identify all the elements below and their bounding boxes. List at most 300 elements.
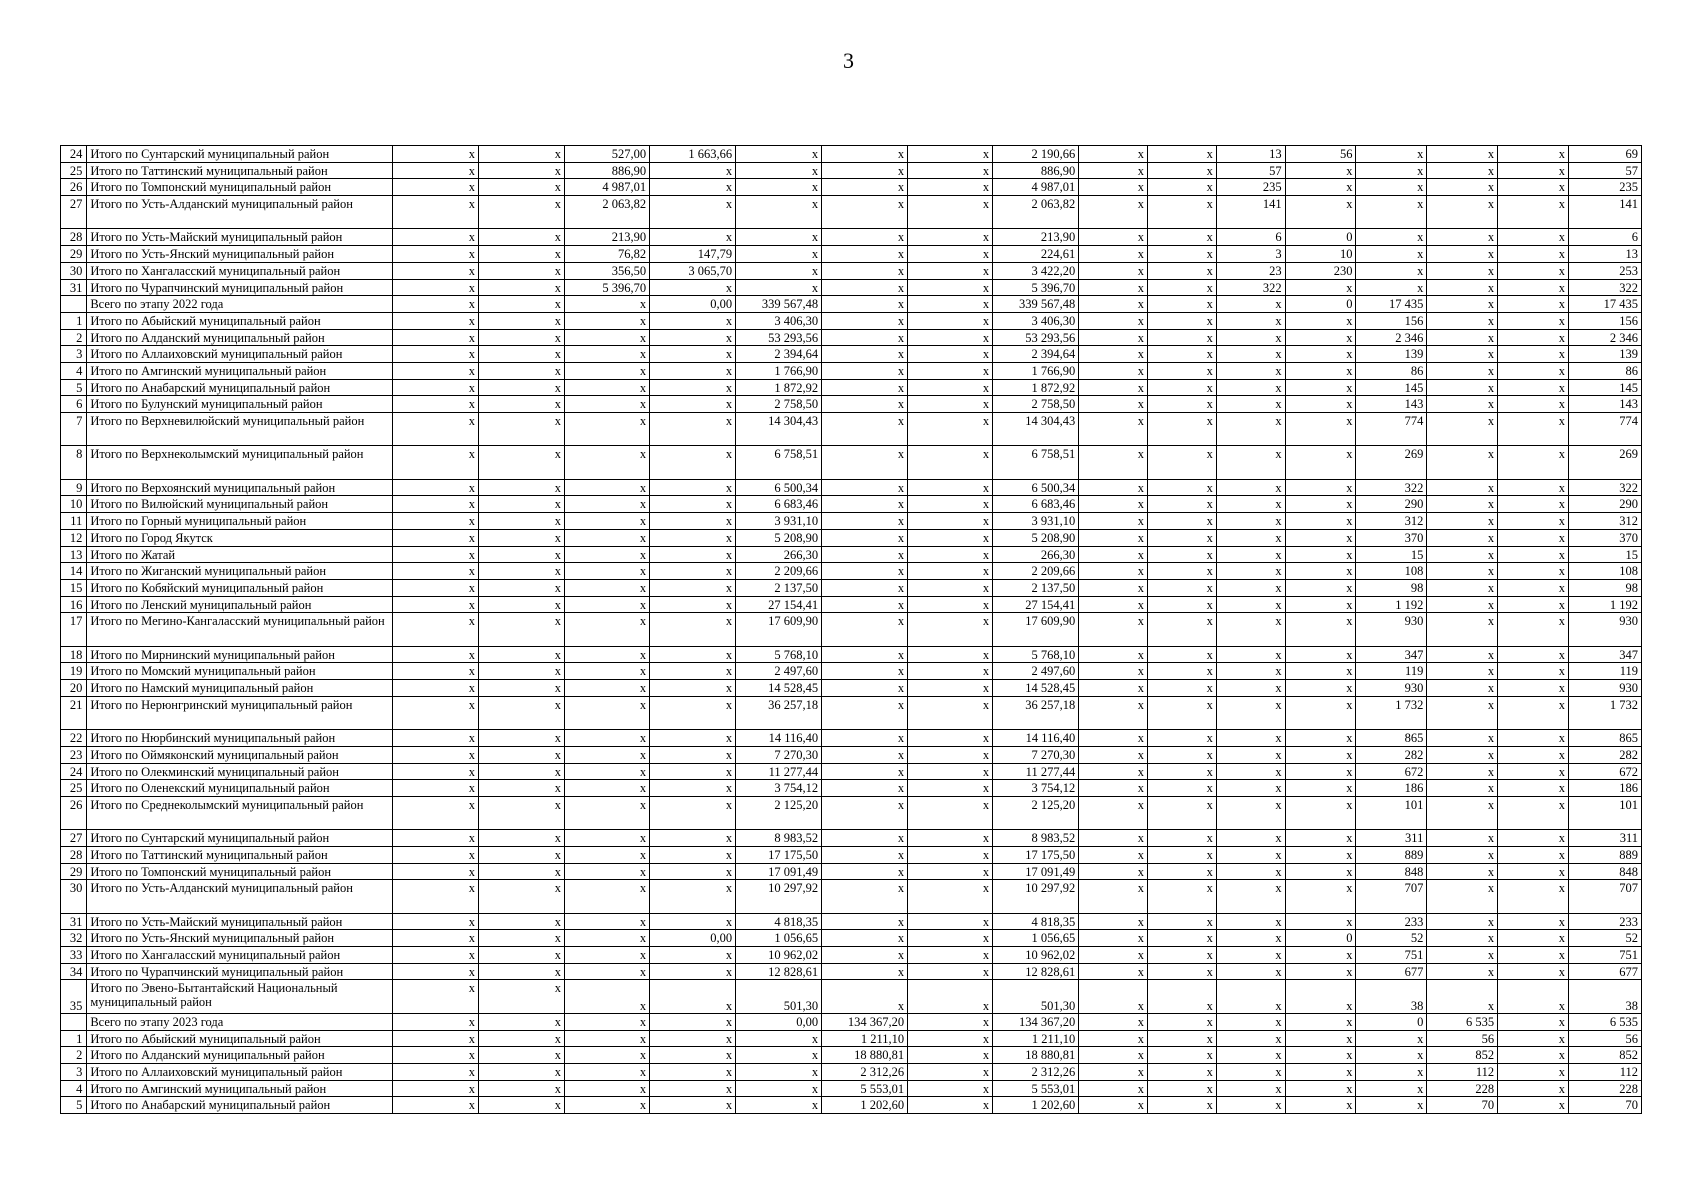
- cell-col-9: x: [1079, 1097, 1148, 1114]
- cell-col-6: x: [822, 596, 908, 613]
- cell-col-4: x: [650, 229, 736, 246]
- row-name: Итого по Анабарский муниципальный район: [87, 379, 393, 396]
- cell-col-12: x: [1285, 780, 1356, 797]
- table-row: [61, 913, 1642, 930]
- cell-col-1: x: [392, 262, 478, 279]
- cell-col-16: 672: [1569, 763, 1642, 780]
- cell-col-2: x: [479, 613, 565, 646]
- cell-col-11: x: [1216, 563, 1285, 580]
- cell-col-12: x: [1285, 529, 1356, 546]
- cell-col-1: x: [392, 596, 478, 613]
- cell-col-4: x: [650, 796, 736, 829]
- cell-col-12: 10: [1285, 246, 1356, 263]
- cell-col-11: x: [1216, 346, 1285, 363]
- cell-col-12: x: [1285, 880, 1356, 913]
- cell-col-14: x: [1427, 596, 1498, 613]
- cell-col-7: x: [908, 646, 993, 663]
- cell-col-8: 12 828,61: [993, 963, 1079, 980]
- cell-col-12: x: [1285, 446, 1356, 479]
- table-row: [61, 346, 1642, 363]
- row-number: 27: [61, 830, 87, 847]
- cell-col-11: x: [1216, 446, 1285, 479]
- cell-col-1: x: [392, 1047, 478, 1064]
- cell-col-5: 339 567,48: [736, 296, 822, 313]
- cell-col-15: x: [1498, 196, 1569, 229]
- cell-col-4: x: [650, 1080, 736, 1097]
- row-name: Итого по Жатай: [87, 546, 393, 563]
- row-number: 31: [61, 279, 87, 296]
- cell-col-16: 86: [1569, 362, 1642, 379]
- cell-col-1: x: [392, 863, 478, 880]
- cell-col-1: x: [392, 1030, 478, 1047]
- cell-col-5: x: [736, 196, 822, 229]
- cell-col-10: x: [1148, 696, 1217, 729]
- cell-col-10: x: [1148, 730, 1217, 747]
- cell-col-11: x: [1216, 529, 1285, 546]
- cell-col-7: x: [908, 329, 993, 346]
- cell-col-5: x: [736, 229, 822, 246]
- cell-col-15: x: [1498, 379, 1569, 396]
- cell-col-11: x: [1216, 646, 1285, 663]
- cell-col-4: x: [650, 1013, 736, 1030]
- cell-col-11: x: [1216, 379, 1285, 396]
- cell-col-1: x: [392, 312, 478, 329]
- cell-col-7: x: [908, 563, 993, 580]
- cell-col-3: x: [565, 513, 650, 530]
- cell-col-3: x: [565, 596, 650, 613]
- cell-col-5: 0,00: [736, 1013, 822, 1030]
- row-name: Итого по Усть-Янский муниципальный район: [87, 930, 393, 947]
- cell-col-4: x: [650, 513, 736, 530]
- cell-col-13: 2 346: [1356, 329, 1427, 346]
- cell-col-16: 774: [1569, 413, 1642, 446]
- cell-col-3: x: [565, 680, 650, 697]
- cell-col-8: 213,90: [993, 229, 1079, 246]
- table-row: [61, 396, 1642, 413]
- cell-col-8: 4 818,35: [993, 913, 1079, 930]
- cell-col-7: x: [908, 930, 993, 947]
- cell-col-15: x: [1498, 780, 1569, 797]
- cell-col-4: x: [650, 863, 736, 880]
- table-row: [61, 796, 1642, 829]
- cell-col-16: 848: [1569, 863, 1642, 880]
- cell-col-11: x: [1216, 613, 1285, 646]
- cell-col-7: x: [908, 346, 993, 363]
- cell-col-6: x: [822, 880, 908, 913]
- cell-col-3: x: [565, 296, 650, 313]
- cell-col-13: x: [1356, 229, 1427, 246]
- cell-col-16: 57: [1569, 162, 1642, 179]
- cell-col-5: 2 497,60: [736, 663, 822, 680]
- cell-col-4: x: [650, 830, 736, 847]
- cell-col-6: x: [822, 696, 908, 729]
- cell-col-16: 322: [1569, 479, 1642, 496]
- cell-col-15: x: [1498, 312, 1569, 329]
- cell-col-6: x: [822, 579, 908, 596]
- cell-col-13: 347: [1356, 646, 1427, 663]
- cell-col-13: 156: [1356, 312, 1427, 329]
- cell-col-3: x: [565, 930, 650, 947]
- table-row: [61, 963, 1642, 980]
- cell-col-1: x: [392, 980, 478, 1013]
- cell-col-12: 230: [1285, 262, 1356, 279]
- row-number: 24: [61, 763, 87, 780]
- cell-col-13: 290: [1356, 496, 1427, 513]
- cell-col-12: x: [1285, 579, 1356, 596]
- row-number: 27: [61, 196, 87, 229]
- cell-col-10: x: [1148, 1080, 1217, 1097]
- cell-col-10: x: [1148, 396, 1217, 413]
- table-row: [61, 1080, 1642, 1097]
- cell-col-11: 57: [1216, 162, 1285, 179]
- cell-col-10: x: [1148, 262, 1217, 279]
- cell-col-9: x: [1079, 980, 1148, 1013]
- cell-col-13: x: [1356, 246, 1427, 263]
- cell-col-14: 70: [1427, 1097, 1498, 1114]
- cell-col-1: x: [392, 930, 478, 947]
- cell-col-15: x: [1498, 262, 1569, 279]
- cell-col-9: x: [1079, 362, 1148, 379]
- cell-col-8: 17 609,90: [993, 613, 1079, 646]
- cell-col-11: x: [1216, 413, 1285, 446]
- cell-col-10: x: [1148, 846, 1217, 863]
- cell-col-12: x: [1285, 513, 1356, 530]
- table-row: [61, 579, 1642, 596]
- cell-col-11: x: [1216, 880, 1285, 913]
- cell-col-10: x: [1148, 1063, 1217, 1080]
- row-name: Итого по Алданский муниципальный район: [87, 329, 393, 346]
- cell-col-13: 108: [1356, 563, 1427, 580]
- cell-col-9: x: [1079, 546, 1148, 563]
- cell-col-11: x: [1216, 362, 1285, 379]
- cell-col-15: x: [1498, 179, 1569, 196]
- cell-col-7: x: [908, 146, 993, 163]
- cell-col-14: x: [1427, 796, 1498, 829]
- cell-col-16: 145: [1569, 379, 1642, 396]
- cell-col-16: 852: [1569, 1047, 1642, 1064]
- cell-col-7: x: [908, 1013, 993, 1030]
- cell-col-10: x: [1148, 229, 1217, 246]
- cell-col-1: x: [392, 1080, 478, 1097]
- table-row: [61, 262, 1642, 279]
- cell-col-7: x: [908, 1080, 993, 1097]
- cell-col-13: 282: [1356, 746, 1427, 763]
- cell-col-8: 266,30: [993, 546, 1079, 563]
- row-name: Итого по Томпонский муниципальный район: [87, 863, 393, 880]
- cell-col-1: x: [392, 1013, 478, 1030]
- cell-col-4: x: [650, 496, 736, 513]
- cell-col-1: x: [392, 413, 478, 446]
- cell-col-6: 134 367,20: [822, 1013, 908, 1030]
- cell-col-11: x: [1216, 1013, 1285, 1030]
- cell-col-2: x: [479, 696, 565, 729]
- cell-col-6: x: [822, 663, 908, 680]
- cell-col-15: x: [1498, 663, 1569, 680]
- cell-col-16: 282: [1569, 746, 1642, 763]
- cell-col-9: x: [1079, 162, 1148, 179]
- cell-col-12: x: [1285, 613, 1356, 646]
- cell-col-2: x: [479, 746, 565, 763]
- cell-col-8: 1 872,92: [993, 379, 1079, 396]
- cell-col-13: 15: [1356, 546, 1427, 563]
- cell-col-7: x: [908, 229, 993, 246]
- cell-col-5: 2 137,50: [736, 579, 822, 596]
- cell-col-11: x: [1216, 830, 1285, 847]
- cell-col-10: x: [1148, 446, 1217, 479]
- cell-col-10: x: [1148, 763, 1217, 780]
- table-row: [61, 279, 1642, 296]
- cell-col-15: x: [1498, 1063, 1569, 1080]
- cell-col-1: x: [392, 396, 478, 413]
- cell-col-9: x: [1079, 1030, 1148, 1047]
- cell-col-16: 101: [1569, 796, 1642, 829]
- cell-col-6: x: [822, 680, 908, 697]
- cell-col-15: x: [1498, 763, 1569, 780]
- row-number: 5: [61, 1097, 87, 1114]
- cell-col-11: x: [1216, 930, 1285, 947]
- cell-col-11: x: [1216, 596, 1285, 613]
- cell-col-16: 347: [1569, 646, 1642, 663]
- table-row: [61, 730, 1642, 747]
- cell-col-7: x: [908, 162, 993, 179]
- cell-col-10: x: [1148, 1013, 1217, 1030]
- cell-col-15: x: [1498, 146, 1569, 163]
- cell-col-13: 312: [1356, 513, 1427, 530]
- cell-col-1: x: [392, 680, 478, 697]
- cell-col-3: x: [565, 780, 650, 797]
- cell-col-14: x: [1427, 179, 1498, 196]
- cell-col-6: x: [822, 830, 908, 847]
- cell-col-1: x: [392, 1063, 478, 1080]
- cell-col-8: 6 758,51: [993, 446, 1079, 479]
- cell-col-2: x: [479, 413, 565, 446]
- cell-col-16: 141: [1569, 196, 1642, 229]
- cell-col-1: x: [392, 563, 478, 580]
- cell-col-6: x: [822, 396, 908, 413]
- cell-col-16: 269: [1569, 446, 1642, 479]
- cell-col-10: x: [1148, 980, 1217, 1013]
- cell-col-16: 52: [1569, 930, 1642, 947]
- cell-col-5: 14 304,43: [736, 413, 822, 446]
- cell-col-11: x: [1216, 663, 1285, 680]
- cell-col-11: x: [1216, 863, 1285, 880]
- row-name: Итого по Усть-Майский муниципальный район: [87, 913, 393, 930]
- cell-col-1: x: [392, 730, 478, 747]
- cell-col-5: 17 175,50: [736, 846, 822, 863]
- row-name: Итого по Таттинский муниципальный район: [87, 846, 393, 863]
- row-number: 30: [61, 262, 87, 279]
- cell-col-13: 930: [1356, 613, 1427, 646]
- row-number: 14: [61, 563, 87, 580]
- cell-col-14: x: [1427, 913, 1498, 930]
- cell-col-16: 143: [1569, 396, 1642, 413]
- cell-col-2: x: [479, 379, 565, 396]
- cell-col-5: x: [736, 146, 822, 163]
- cell-col-8: 6 500,34: [993, 479, 1079, 496]
- row-name: Итого по Верхоянский муниципальный район: [87, 479, 393, 496]
- cell-col-14: x: [1427, 680, 1498, 697]
- row-name: Итого по Кобяйский муниципальный район: [87, 579, 393, 596]
- cell-col-15: x: [1498, 930, 1569, 947]
- cell-col-10: x: [1148, 379, 1217, 396]
- cell-col-12: x: [1285, 563, 1356, 580]
- cell-col-3: x: [565, 830, 650, 847]
- cell-col-6: x: [822, 930, 908, 947]
- cell-col-4: x: [650, 880, 736, 913]
- cell-col-13: 774: [1356, 413, 1427, 446]
- cell-col-5: 6 683,46: [736, 496, 822, 513]
- row-number: 25: [61, 780, 87, 797]
- cell-col-14: x: [1427, 880, 1498, 913]
- cell-col-8: 8 983,52: [993, 830, 1079, 847]
- cell-col-16: 930: [1569, 680, 1642, 697]
- cell-col-15: x: [1498, 746, 1569, 763]
- row-name: Итого по Мирнинский муниципальный район: [87, 646, 393, 663]
- cell-col-12: x: [1285, 479, 1356, 496]
- cell-col-14: x: [1427, 479, 1498, 496]
- table-row: [61, 846, 1642, 863]
- cell-col-2: x: [479, 1030, 565, 1047]
- cell-col-13: 672: [1356, 763, 1427, 780]
- cell-col-12: x: [1285, 312, 1356, 329]
- cell-col-7: x: [908, 980, 993, 1013]
- cell-col-16: 70: [1569, 1097, 1642, 1114]
- row-number: 7: [61, 413, 87, 446]
- cell-col-1: x: [392, 646, 478, 663]
- cell-col-4: x: [650, 963, 736, 980]
- cell-col-5: 5 768,10: [736, 646, 822, 663]
- cell-col-12: x: [1285, 980, 1356, 1013]
- cell-col-15: x: [1498, 513, 1569, 530]
- cell-col-16: 6: [1569, 229, 1642, 246]
- cell-col-7: x: [908, 579, 993, 596]
- cell-col-13: 139: [1356, 346, 1427, 363]
- cell-col-3: x: [565, 1047, 650, 1064]
- cell-col-9: x: [1079, 680, 1148, 697]
- cell-col-3: x: [565, 1013, 650, 1030]
- row-name: Итого по Томпонский муниципальный район: [87, 179, 393, 196]
- cell-col-4: x: [650, 596, 736, 613]
- cell-col-11: x: [1216, 746, 1285, 763]
- cell-col-7: x: [908, 947, 993, 964]
- cell-col-8: 17 175,50: [993, 846, 1079, 863]
- cell-col-3: x: [565, 880, 650, 913]
- cell-col-11: x: [1216, 963, 1285, 980]
- cell-col-6: x: [822, 162, 908, 179]
- cell-col-1: x: [392, 830, 478, 847]
- cell-col-10: x: [1148, 529, 1217, 546]
- row-name: Итого по Сунтарский муниципальный район: [87, 830, 393, 847]
- cell-col-7: x: [908, 246, 993, 263]
- cell-col-7: x: [908, 846, 993, 863]
- cell-col-16: 69: [1569, 146, 1642, 163]
- cell-col-16: 677: [1569, 963, 1642, 980]
- cell-col-1: x: [392, 329, 478, 346]
- cell-col-11: x: [1216, 1080, 1285, 1097]
- row-number: 23: [61, 746, 87, 763]
- cell-col-3: x: [565, 529, 650, 546]
- cell-col-6: x: [822, 279, 908, 296]
- cell-col-2: x: [479, 830, 565, 847]
- cell-col-10: x: [1148, 646, 1217, 663]
- cell-col-16: 1 732: [1569, 696, 1642, 729]
- cell-col-2: x: [479, 1013, 565, 1030]
- cell-col-2: x: [479, 963, 565, 980]
- cell-col-8: 3 406,30: [993, 312, 1079, 329]
- cell-col-15: x: [1498, 479, 1569, 496]
- cell-col-5: 11 277,44: [736, 763, 822, 780]
- cell-col-6: x: [822, 780, 908, 797]
- table-row: [61, 312, 1642, 329]
- cell-col-12: x: [1285, 763, 1356, 780]
- cell-col-9: x: [1079, 479, 1148, 496]
- cell-col-13: 233: [1356, 913, 1427, 930]
- cell-col-14: x: [1427, 780, 1498, 797]
- row-name: Итого по Оленекский муниципальный район: [87, 780, 393, 797]
- cell-col-10: x: [1148, 830, 1217, 847]
- cell-col-15: x: [1498, 846, 1569, 863]
- cell-col-3: x: [565, 1080, 650, 1097]
- table-row: [61, 229, 1642, 246]
- row-number: 2: [61, 329, 87, 346]
- cell-col-8: 11 277,44: [993, 763, 1079, 780]
- cell-col-16: 290: [1569, 496, 1642, 513]
- cell-col-15: x: [1498, 296, 1569, 313]
- cell-col-12: x: [1285, 196, 1356, 229]
- cell-col-3: x: [565, 346, 650, 363]
- cell-col-10: x: [1148, 1097, 1217, 1114]
- cell-col-9: x: [1079, 262, 1148, 279]
- cell-col-13: 0: [1356, 1013, 1427, 1030]
- cell-col-11: x: [1216, 947, 1285, 964]
- cell-col-8: 2 137,50: [993, 579, 1079, 596]
- row-number: 10: [61, 496, 87, 513]
- cell-col-10: x: [1148, 246, 1217, 263]
- cell-col-5: 14 116,40: [736, 730, 822, 747]
- cell-col-2: x: [479, 863, 565, 880]
- cell-col-10: x: [1148, 863, 1217, 880]
- cell-col-7: x: [908, 262, 993, 279]
- cell-col-12: x: [1285, 663, 1356, 680]
- cell-col-6: x: [822, 179, 908, 196]
- row-number: 26: [61, 179, 87, 196]
- cell-col-2: x: [479, 513, 565, 530]
- cell-col-6: x: [822, 563, 908, 580]
- cell-col-4: x: [650, 362, 736, 379]
- cell-col-13: 143: [1356, 396, 1427, 413]
- row-number: 4: [61, 362, 87, 379]
- cell-col-13: x: [1356, 1080, 1427, 1097]
- cell-col-5: 53 293,56: [736, 329, 822, 346]
- table-row: [61, 362, 1642, 379]
- cell-col-4: x: [650, 913, 736, 930]
- cell-col-2: x: [479, 913, 565, 930]
- cell-col-11: 23: [1216, 262, 1285, 279]
- cell-col-8: 14 528,45: [993, 680, 1079, 697]
- cell-col-3: 886,90: [565, 162, 650, 179]
- cell-col-5: x: [736, 1097, 822, 1114]
- cell-col-7: x: [908, 396, 993, 413]
- cell-col-11: x: [1216, 1063, 1285, 1080]
- cell-col-16: 38: [1569, 980, 1642, 1013]
- table-row: [61, 1063, 1642, 1080]
- cell-col-5: 8 983,52: [736, 830, 822, 847]
- row-name: Итого по Момский муниципальный район: [87, 663, 393, 680]
- cell-col-9: x: [1079, 880, 1148, 913]
- cell-col-16: 119: [1569, 663, 1642, 680]
- cell-col-15: x: [1498, 596, 1569, 613]
- cell-col-4: x: [650, 179, 736, 196]
